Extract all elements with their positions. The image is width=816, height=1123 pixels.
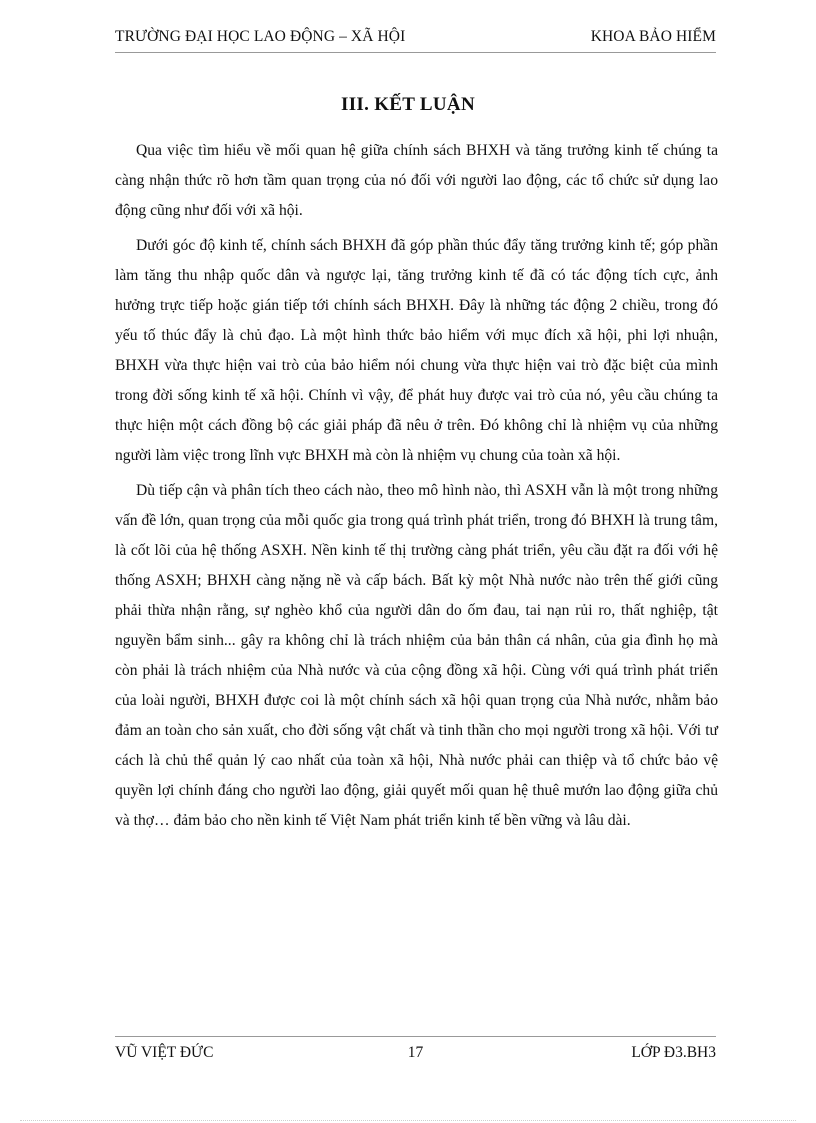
paragraph-1: Qua việc tìm hiểu về mối quan hệ giữa chính sách BHXH và tăng trưởng kinh tế chúng ta càng nhận thức rõ hơn tầm quan trọng của nó đối với người lao động, các tổ chức sử dụng lao động cũng như đối với xã hội. xyxy=(115,142,718,219)
footer-divider xyxy=(115,1036,716,1037)
paragraph-3: Dù tiếp cận và phân tích theo cách nào, theo mô hình nào, thì ASXH vẫn là một trong những vấn đề lớn, quan trọng của mỗi quốc gia trong quá trình phát triển, trong đó BHXH là trung tâm, là cốt lõi của hệ thống ASXH. Nền kinh tế thị trường càng phát triển, yêu cầu đặt ra đối với hệ thống ASXH; BHXH càng nặng nề và cấp bách. Bất kỳ một Nhà nước nào trên thế giới cũng phải thừa nhận rằng, sự nghèo khổ của người dân do ốm đau, tai nạn rủi ro, thất nghiệp, tật nguyền bẩm sinh... gây ra không chỉ là trách nhiệm của bản thân cá nhân, của gia đình họ mà còn phải là trách nhiệm của Nhà nước và của cộng đồng xã hội. Cùng với quá trình phát triển của loài người, BHXH được coi là một chính sách xã hội quan trọng của Nhà nước, nhằm bảo đảm an toàn cho sản xuất, cho đời sống vật chất và tinh thần cho mọi người trong xã hội. Với tư cách là chủ thể quản lý cao nhất của toàn xã hội, Nhà nước phải can thiệp và tổ chức bảo vệ quyền lợi chính đáng cho người lao động, giải quyết mối quan hệ thuê mướn lao động giữa chủ và thợ… đảm bảo cho nền kinh tế Việt Nam phát triển kinh tế bền vững và lâu dài. xyxy=(115,482,718,829)
page-footer xyxy=(115,1040,716,1066)
header-department: KHOA BẢO HIỂM xyxy=(590,28,716,45)
body-text xyxy=(115,136,718,841)
header-institution: TRƯỜNG ĐẠI HỌC LAO ĐỘNG – XÃ HỘI xyxy=(115,28,406,45)
section-title: III. KẾT LUẬN xyxy=(341,94,475,115)
header-divider xyxy=(115,52,716,53)
page-header xyxy=(115,24,716,50)
page-number: 17 xyxy=(407,1044,424,1061)
footer-author: VŨ VIỆT ĐỨC xyxy=(115,1044,214,1061)
page-edge-divider xyxy=(20,1120,796,1121)
paragraph-2: Dưới góc độ kinh tế, chính sách BHXH đã góp phần thúc đẩy tăng trưởng kinh tế; góp phần làm tăng thu nhập quốc dân và ngược lại, tăng trưởng kinh tế đã có tác động tích cực, ảnh hưởng trực tiếp hoặc gián tiếp tới chính sách BHXH. Đây là những tác động 2 chiều, trong đó yếu tố thúc đẩy là chủ đạo. Là một hình thức bảo hiểm với mục đích xã hội, phi lợi nhuận, BHXH vừa thực hiện vai trò của bảo hiểm nói chung vừa thực hiện vai trò đặc biệt của mình trong đời sống kinh tế xã hội. Chính vì vậy, để phát huy được vai trò của nó, yêu cầu chúng ta thực hiện một cách đồng bộ các giải pháp đã nêu ở trên. Đó không chỉ là nhiệm vụ của những người làm việc trong lĩnh vực BHXH mà còn là nhiệm vụ chung của toàn xã hội. xyxy=(115,237,718,464)
footer-class: LỚP Đ3.BH3 xyxy=(631,1044,716,1061)
